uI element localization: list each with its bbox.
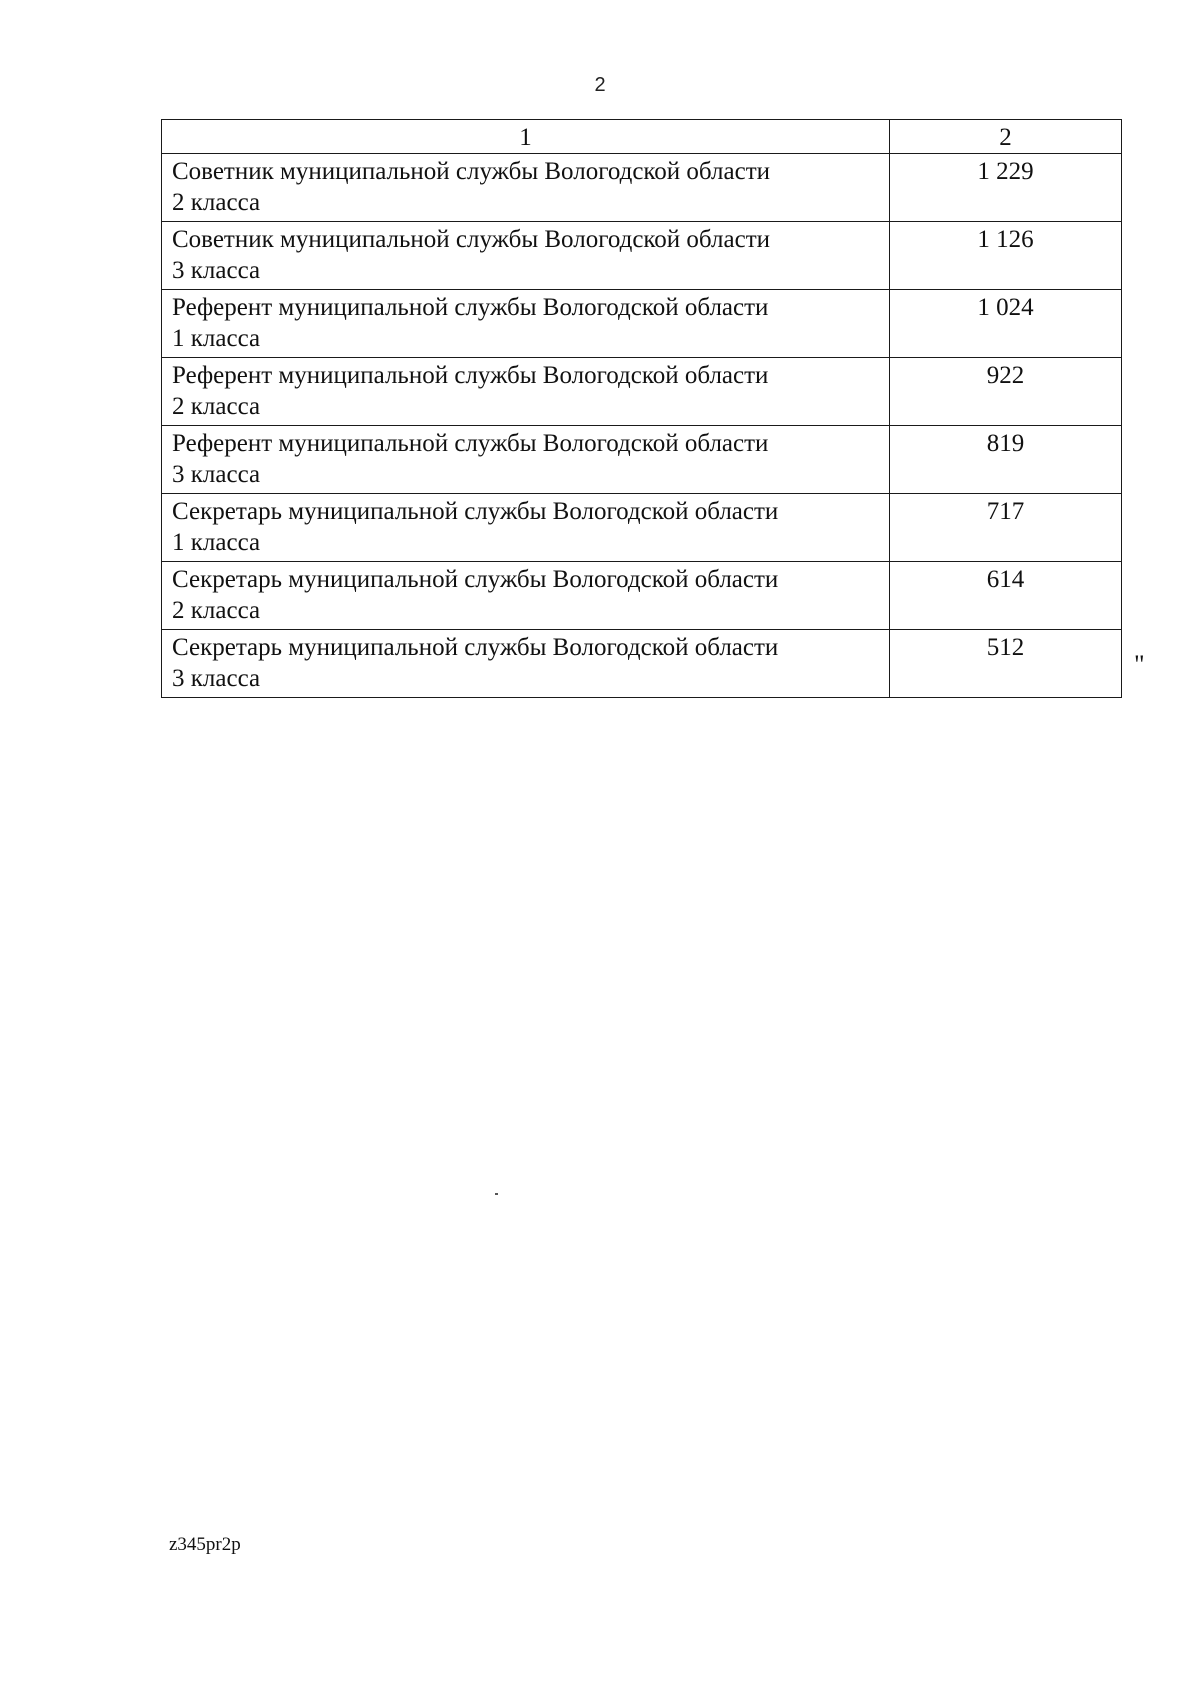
position-name-line2: 2 класса (172, 597, 261, 624)
table-row (162, 222, 1122, 290)
position-name-cell (162, 290, 890, 358)
amount-cell: 1 024 (890, 290, 1122, 358)
position-name-cell (162, 630, 890, 698)
table-row (162, 562, 1122, 630)
position-name-line1: Референт муниципальной службы Вологодской области (172, 294, 769, 321)
position-name-line2: 2 класса (172, 393, 261, 420)
table-header-col-2: 2 (890, 120, 1122, 154)
amount-cell: 1 126 (890, 222, 1122, 290)
position-name-line2: 1 класса (172, 325, 261, 352)
position-name-line1: Советник муниципальной службы Вологодской области (172, 226, 770, 253)
closing-quote-mark: " (1134, 650, 1145, 679)
position-name-cell (162, 222, 890, 290)
table-row (162, 494, 1122, 562)
position-name-line1: Советник муниципальной службы Вологодской области (172, 158, 770, 185)
position-name-line1: Секретарь муниципальной службы Вологодской области (172, 566, 779, 593)
position-name-cell (162, 494, 890, 562)
amount-cell: 614 (890, 562, 1122, 630)
amount-cell: 922 (890, 358, 1122, 426)
table-header-col-1: 1 (162, 120, 890, 154)
position-name-cell (162, 426, 890, 494)
amount-cell: 819 (890, 426, 1122, 494)
stray-dot-mark (495, 1193, 498, 1195)
position-name-line2: 3 класса (172, 665, 261, 692)
position-name-cell (162, 562, 890, 630)
position-name-line2: 1 класса (172, 529, 261, 556)
position-name-line2: 3 класса (172, 257, 261, 284)
table-row (162, 154, 1122, 222)
amount-cell: 717 (890, 494, 1122, 562)
position-name-line1: Секретарь муниципальной службы Вологодской области (172, 498, 779, 525)
amount-cell: 1 229 (890, 154, 1122, 222)
salary-table (161, 119, 1122, 698)
table-row (162, 290, 1122, 358)
position-name-line1: Секретарь муниципальной службы Вологодской области (172, 634, 779, 661)
position-name-line2: 2 класса (172, 189, 261, 216)
position-name-cell (162, 358, 890, 426)
salary-table-container (161, 119, 1121, 698)
position-name-cell (162, 154, 890, 222)
table-header-row (162, 120, 1122, 154)
position-name-line1: Референт муниципальной службы Вологодской области (172, 430, 769, 457)
amount-cell: 512 (890, 630, 1122, 698)
table-row (162, 630, 1122, 698)
table-row (162, 426, 1122, 494)
document-code: z345pr2p (169, 1534, 241, 1555)
position-name-line1: Референт муниципальной службы Вологодской области (172, 362, 769, 389)
position-name-line2: 3 класса (172, 461, 261, 488)
page-number: 2 (594, 74, 606, 96)
table-row (162, 358, 1122, 426)
